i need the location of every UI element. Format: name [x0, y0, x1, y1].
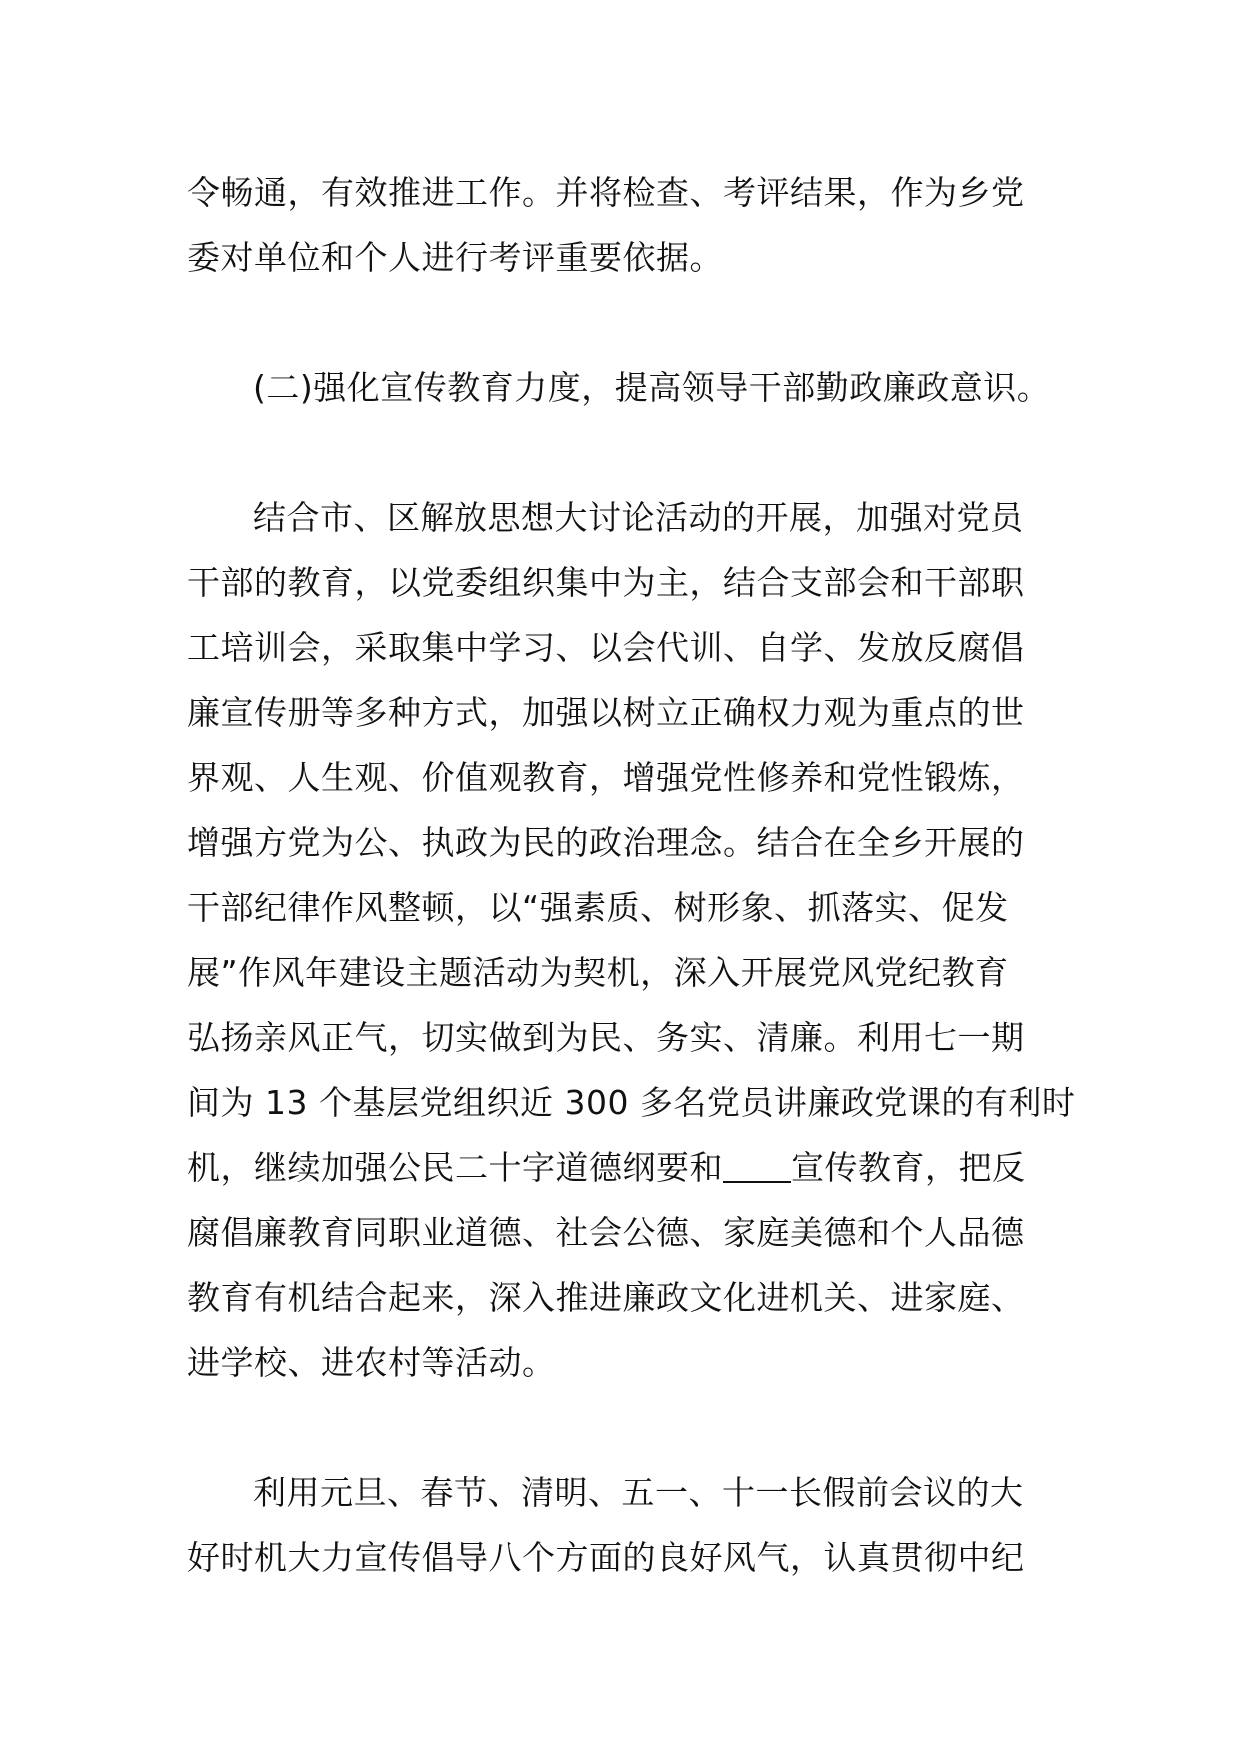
text-line: 委对单位和个人进行考评重要依据。: [187, 238, 723, 277]
text-line: 利用元旦、春节、清明、五一、十一长假前会议的大: [253, 1473, 1024, 1512]
text-line: 展”作风年建设主题活动为契机，深入开展党风党纪教育: [187, 953, 1009, 992]
paragraph-education: [187, 485, 1076, 1395]
text-line: 好时机大力宣传倡导八个方面的良好风气，认真贯彻中纪: [187, 1538, 1025, 1577]
section-heading: [187, 355, 1057, 420]
text-line: 弘扬亲风正气，切实做到为民、务实、清廉。利用七一期: [187, 1018, 1025, 1057]
text-line-with-blank: [187, 1135, 1057, 1200]
paragraph-gap: [187, 1395, 1057, 1460]
text-line: 间为 13 个基层党组织近 300 多名党员讲廉政党课的有利时: [187, 1083, 1076, 1122]
text-line: 腐倡廉教育同职业道德、社会公德、家庭美德和个人品德: [187, 1213, 1025, 1252]
text-line: 界观、人生观、价值观教育，增强党性修养和党性锻炼，: [187, 758, 1025, 797]
paragraph-gap: [187, 420, 1057, 485]
paragraph-continuation: [187, 160, 1057, 290]
document-body: [187, 160, 1076, 1590]
text-line: 结合市、区解放思想大讨论活动的开展，加强对党员: [253, 498, 1024, 537]
fill-in-blank: [723, 1151, 791, 1183]
text-line: 工培训会，采取集中学习、以会代训、自学、发放反腐倡: [187, 628, 1025, 667]
text-line: 进学校、进农村等活动。: [187, 1343, 556, 1382]
text-line: 增强方党为公、执政为民的政治理念。结合在全乡开展的: [187, 823, 1025, 862]
text-after-blank: 宣传教育，把反: [791, 1148, 1026, 1187]
text-line: 干部的教育，以党委组织集中为主，结合支部会和干部职: [187, 563, 1025, 602]
text-line: 令畅通，有效推进工作。并将检查、考评结果，作为乡党: [187, 173, 1025, 212]
text-line: 教育有机结合起来，深入推进廉政文化进机关、进家庭、: [187, 1278, 1025, 1317]
text-line: 廉宣传册等多种方式，加强以树立正确权力观为重点的世: [187, 693, 1025, 732]
paragraph-gap: [187, 290, 1057, 355]
paragraph-holidays: [187, 1460, 1057, 1590]
heading-text: (二)强化宣传教育力度，提高领导干部勤政廉政意识。: [253, 368, 1051, 407]
text-line: 干部纪律作风整顿，以“强素质、树形象、抓落实、促发: [187, 888, 1009, 927]
text-before-blank: 机，继续加强公民二十字道德纲要和: [187, 1148, 723, 1187]
